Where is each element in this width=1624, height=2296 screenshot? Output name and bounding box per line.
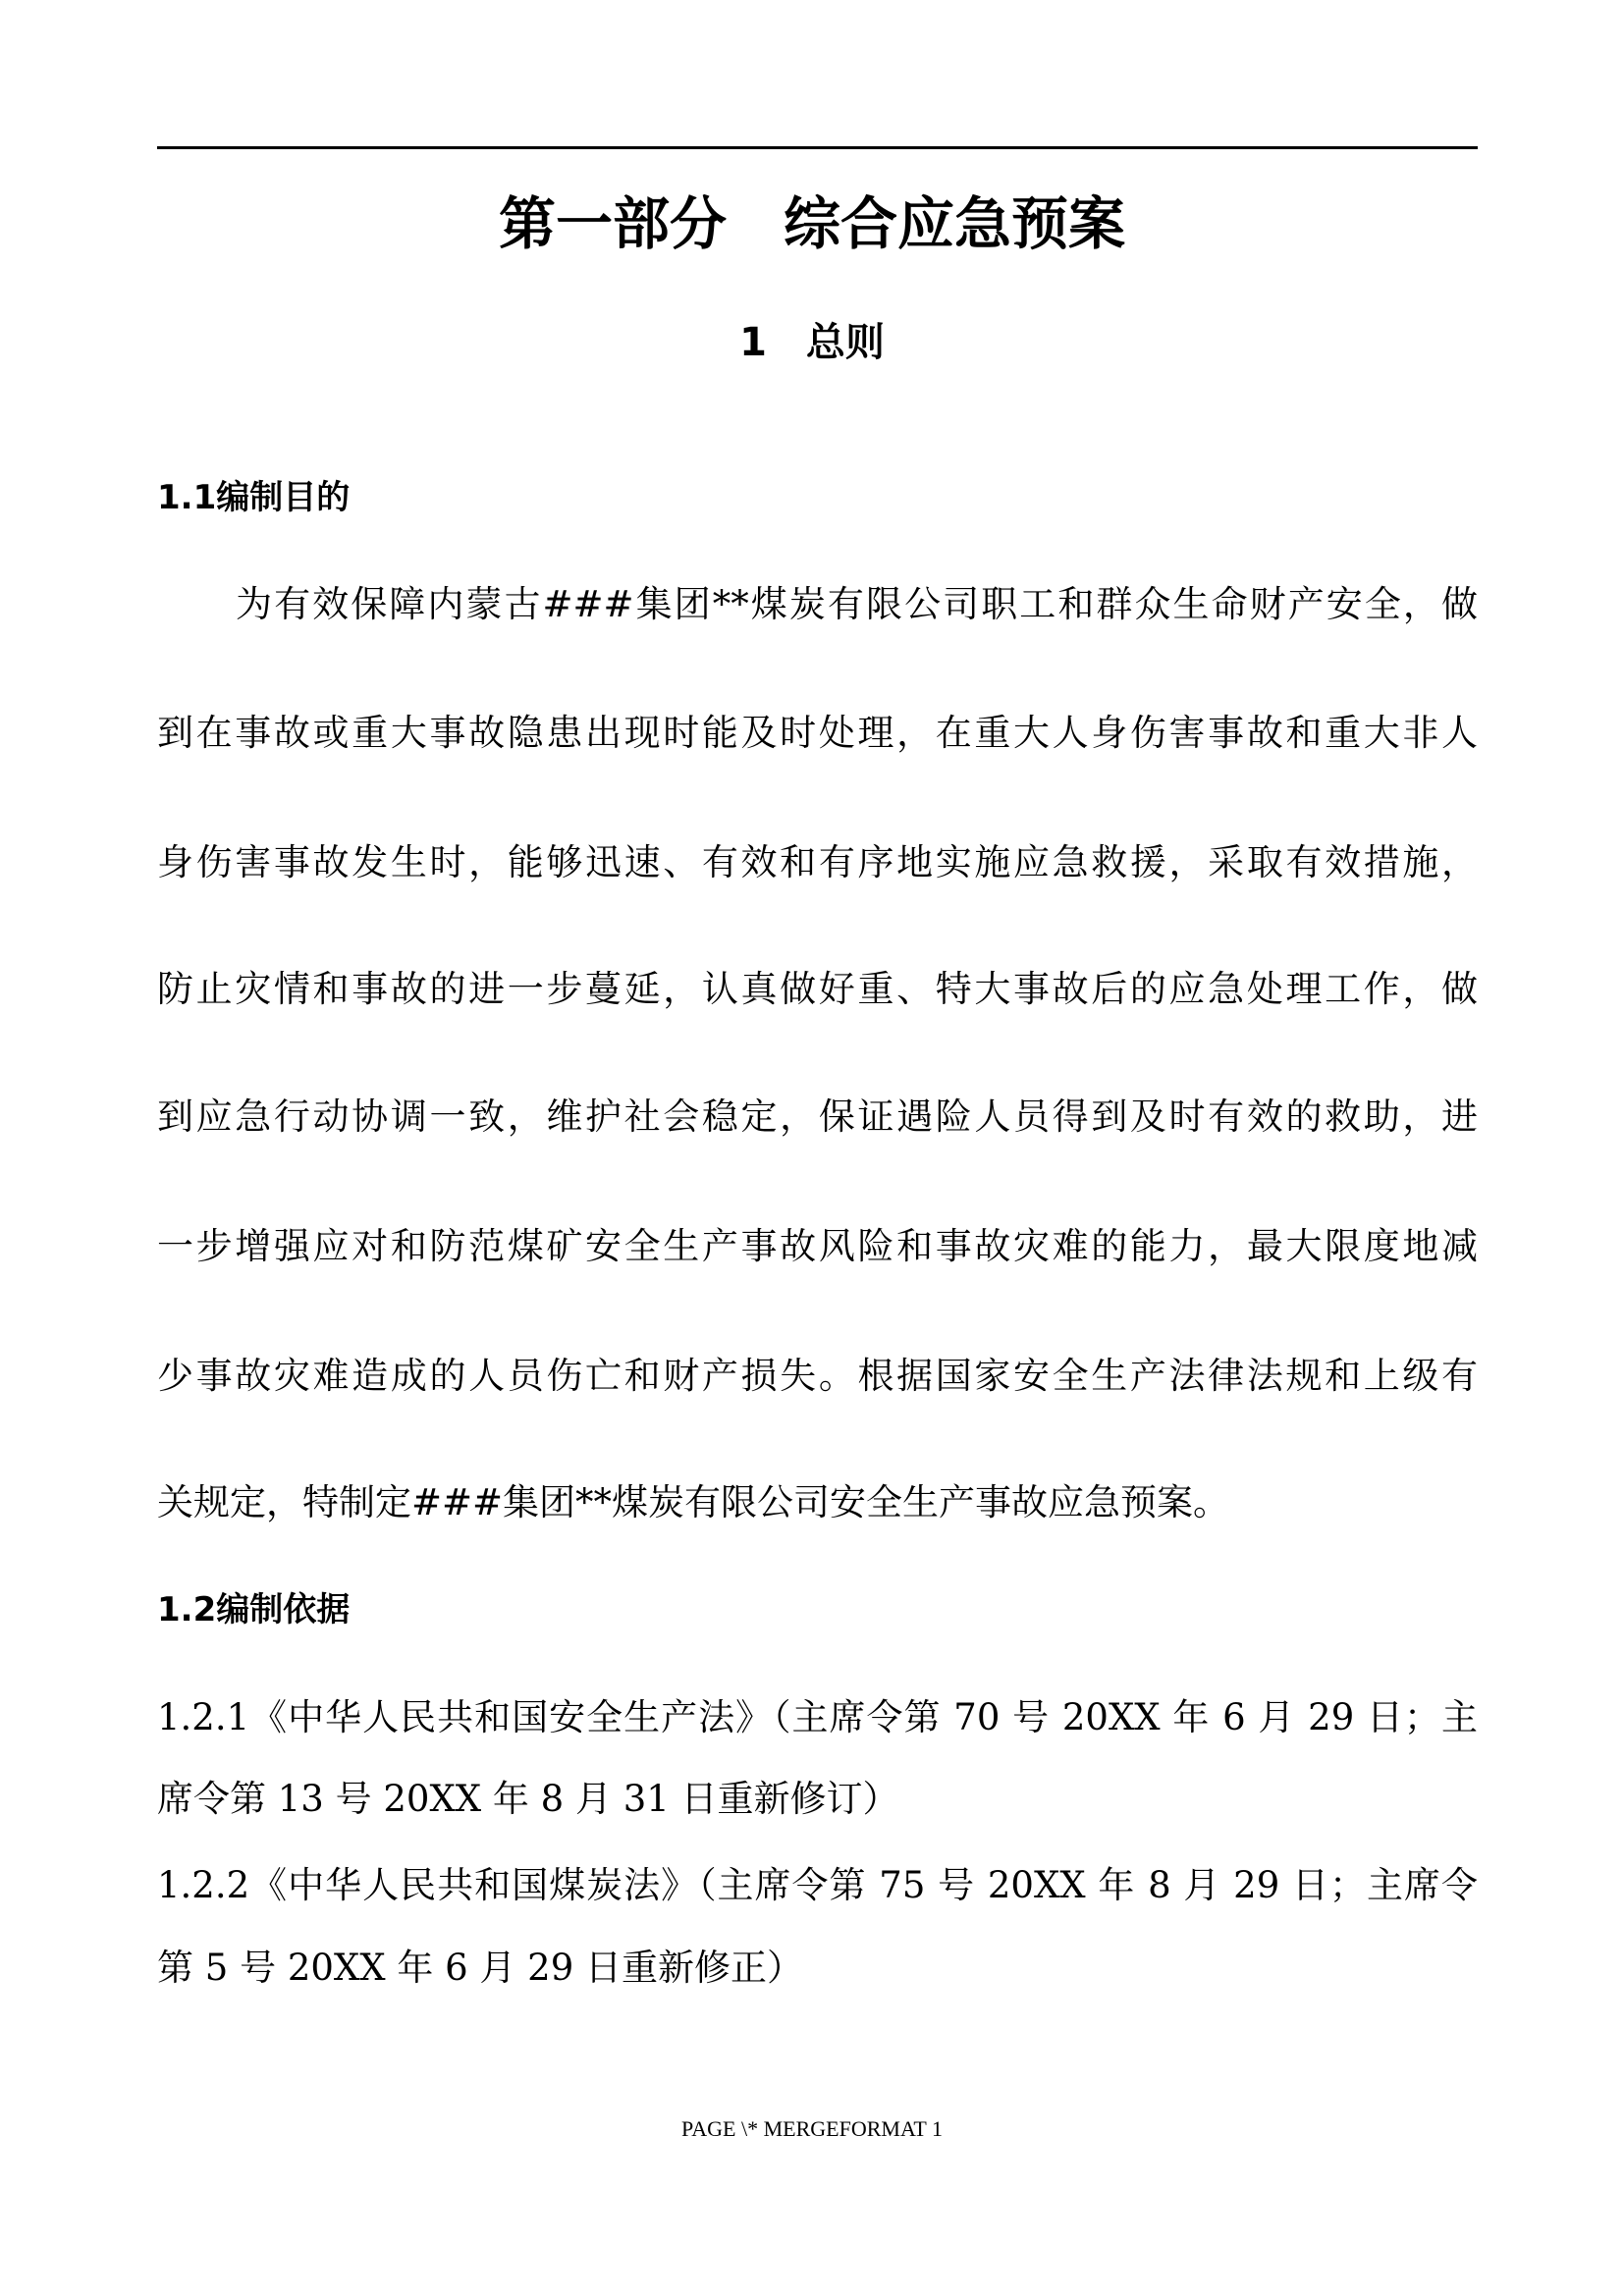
paragraph-line: 关规定，特制定###集团**煤炭有限公司安全生产事故应急预案。 xyxy=(157,1481,1230,1523)
reference-item-line: 1.2.2《中华人民共和国煤炭法》（主席令第 75 号 20XX 年 8 月 29 日；主席令 xyxy=(157,1864,1478,1906)
reference-item-line: 1.2.1《中华人民共和国安全生产法》（主席令第 70 号 20XX 年 6 月 29 日；主 xyxy=(157,1696,1478,1738)
paragraph-line: 一步增强应对和防范煤矿安全生产事故风险和事故灾难的能力，最大限度地减 xyxy=(157,1225,1478,1267)
section-heading-1-1: 1.1编制目的 xyxy=(157,478,351,517)
header-rule xyxy=(157,146,1478,149)
paragraph-line: 到应急行动协调一致，维护社会稳定，保证遇险人员得到及时有效的救助，进 xyxy=(157,1095,1478,1138)
title-part: 第一部分 xyxy=(498,190,727,257)
paragraph-line: 到在事故或重大事故隐患出现时能及时处理，在重大人身伤害事故和重大非人 xyxy=(157,712,1478,754)
page-title xyxy=(0,187,1624,261)
paragraph-line: 少事故灾难造成的人员伤亡和财产损失。根据国家安全生产法律法规和上级有 xyxy=(157,1355,1478,1397)
paragraph-line: 为有效保障内蒙古###集团**煤炭有限公司职工和群众生命财产安全，做 xyxy=(236,583,1478,625)
reference-item-line: 席令第 13 号 20XX 年 8 月 31 日重新修订） xyxy=(157,1778,899,1820)
chapter-number: 1 xyxy=(739,320,767,365)
reference-item-line: 第 5 号 20XX 年 6 月 29 日重新修正） xyxy=(157,1947,804,1989)
paragraph-line: 身伤害事故发生时，能够迅速、有效和有序地实施应急救援，采取有效措施， xyxy=(157,841,1478,883)
section-heading-1-2: 1.2编制依据 xyxy=(157,1590,351,1629)
page-footer: PAGE \* MERGEFORMAT 1 xyxy=(681,2116,943,2141)
paragraph-line: 防止灾情和事故的进一步蔓延，认真做好重、特大事故后的应急处理工作，做 xyxy=(157,968,1478,1010)
title-name: 综合应急预案 xyxy=(784,190,1126,257)
chapter-name: 总则 xyxy=(805,320,885,365)
chapter-heading xyxy=(0,316,1624,369)
